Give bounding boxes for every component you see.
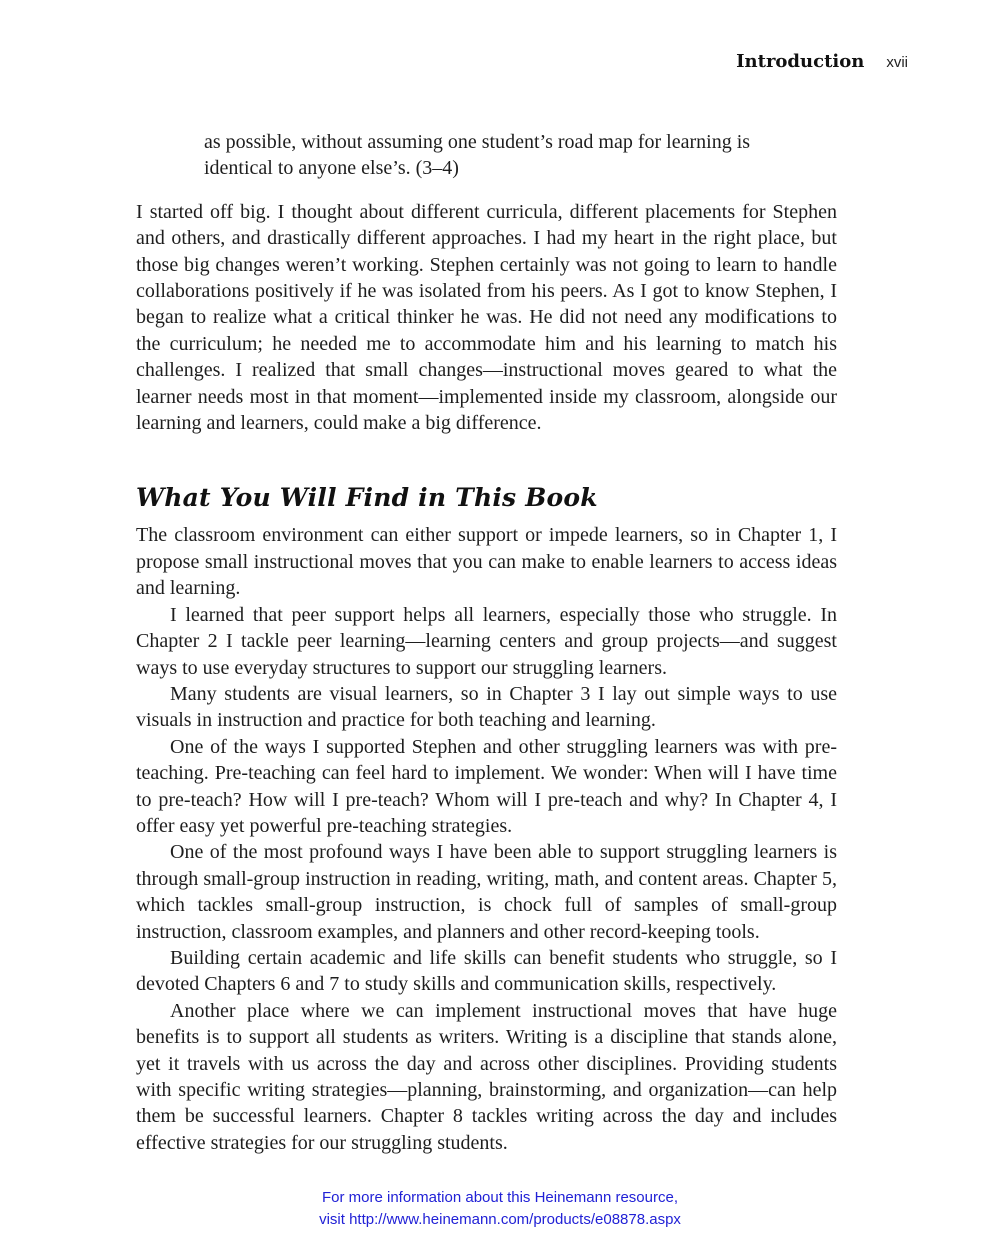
paragraph: Many students are visual learners, so in Chapter 3 I lay out simple ways to use visuals in instruction and practice for both teaching and learning. [136, 682, 837, 732]
section-heading: What You Will Find in This Book [136, 483, 598, 513]
footer-resource-link[interactable] [0, 1187, 1000, 1231]
paragraph: Building certain academic and life skills can benefit students who struggle, so I devoted Chapters 6 and 7 to study skills and communication skills, respectively. [136, 946, 837, 996]
paragraph: I learned that peer support helps all learners, especially those who struggle. In Chapter 2 I tackle peer learning—learning centers and group projects—and suggest ways to use everyday structures to support our struggling learners. [136, 603, 837, 679]
block-quote-line-2: identical to anyone else’s. (3–4) [204, 157, 459, 180]
paragraph: The classroom environment can either support or impede learners, so in Chapter 1, I propose small instructional moves that you can make to enable learners to access ideas and learning. [136, 524, 837, 600]
page-number: xvii [886, 54, 908, 71]
paragraph: Another place where we can implement instructional moves that have huge benefits is to support all students as writers. Writing is a discipline that stands alone, yet it travels with us across the day and across other disciplines. Providing students with specific writing strategies—planning, brainstorming, and organization—can help them be successful learners. Chapter 8 tackles writing across the day and includes effective strategies for our struggling students. [136, 999, 837, 1154]
footer-line-2[interactable]: visit http://www.heinemann.com/products/e08878.aspx [319, 1211, 681, 1228]
paragraph: One of the ways I supported Stephen and other struggling learners was with pre-teaching. Pre-teaching can feel hard to implement. We wonder: When will I have time to pre-teach? How will I pre-teach? Whom will I pre-teach and why? In Chapter 4, I offer easy yet powerful pre-teaching strategies. [136, 735, 837, 837]
block-quote [204, 129, 837, 182]
block-quote-line-1: as possible, without assuming one student’s road map for learning is [204, 131, 751, 153]
page-content [136, 129, 837, 1156]
running-head-chapter-title: Introduction [736, 51, 865, 72]
running-head [736, 51, 908, 72]
footer-line-1: For more information about this Heinemann resource, [321, 1189, 678, 1206]
paragraph: One of the most profound ways I have been able to support struggling learners is through small-group instruction in reading, writing, math, and content areas. Chapter 5, which tackles small-group instruction, is chock full of samples of small-group instruction, classroom examples, and planners and other record-keeping tools. [136, 841, 837, 943]
paragraph-intro: I started off big. I thought about different curricula, different placements for Stephen and others, and drastically different approaches. I had my heart in the right place, but those big changes weren’t working. Stephen certainly was not going to learn to handle collaborations positively if he was isolated from his peers. As I got to know Stephen, I began to realize what a critical thinker he was. He did not need any modifications to the curriculum; he needed me to accommodate him and his learning to match his challenges. I realized that small changes—instructional moves geared to what the learner needs most in that moment—implemented inside my classroom, alongside our learning and learners, could make a big difference. [136, 200, 837, 435]
